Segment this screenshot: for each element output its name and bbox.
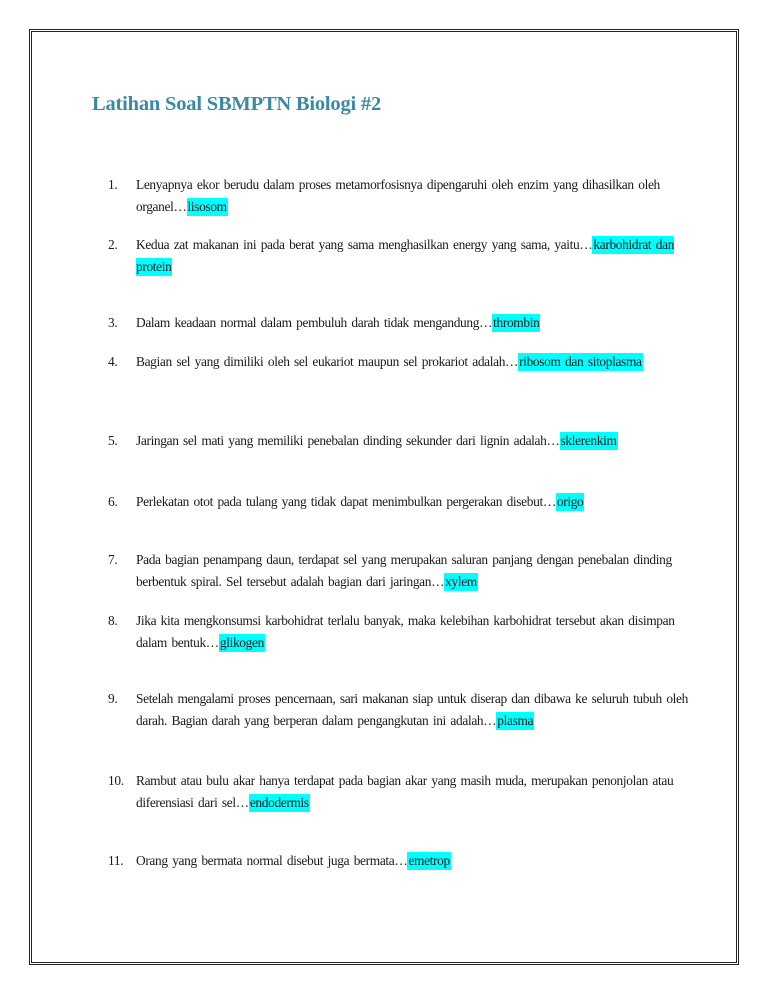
question-text: Perlekatan otot pada tulang yang tidak dapat menimbulkan pergerakan disebut…: [136, 494, 556, 509]
question-text: Setelah mengalami proses pencernaan, sari makanan siap untuk diserap dan dibawa ke seluruh tubuh oleh darah. Bagian darah yang berperan dalam pengangkutan ini adalah…: [136, 691, 688, 728]
answer-highlight: thrombin: [493, 315, 540, 330]
question-text-block: [136, 234, 688, 278]
question-number: 3.: [108, 315, 118, 330]
question-item: [108, 688, 688, 732]
question-item: [108, 770, 688, 814]
question-text-block: [136, 549, 688, 593]
question-text: Rambut atau bulu akar hanya terdapat pada bagian akar yang masih muda, merupakan penonjolan atau diferensiasi dari sel…: [136, 773, 674, 810]
question-text-block: [136, 610, 688, 654]
question-number: 7.: [108, 552, 118, 567]
question-item: [108, 351, 688, 373]
question-text: Bagian sel yang dimiliki oleh sel eukariot maupun sel prokariot adalah…: [136, 354, 519, 369]
question-text: Orang yang bermata normal disebut juga bermata…: [136, 853, 408, 868]
document-title: Latihan Soal SBMPTN Biologi #2: [92, 93, 382, 115]
answer-highlight: karbohidrat dan protein: [136, 237, 675, 274]
question-number: 1.: [108, 177, 118, 192]
question-text: Dalam keadaan normal dalam pembuluh darah tidak mengandung…: [136, 315, 493, 330]
answer-highlight: emetrop: [408, 853, 450, 868]
question-text-block: [136, 312, 688, 334]
question-item: [108, 549, 688, 593]
answer-highlight: origo: [556, 494, 584, 509]
question-text: Lenyapnya ekor berudu dalam proses metamorfosisnya dipengaruhi oleh enzim yang dihasilkan oleh organel…: [136, 177, 660, 214]
answer-highlight: endodermis: [249, 795, 309, 810]
question-number: 10.: [108, 773, 124, 788]
question-text: Jika kita mengkonsumsi karbohidrat terlalu banyak, maka kelebihan karbohidrat tersebut akan disimpan dalam bentuk…: [136, 613, 675, 650]
answer-highlight: lisosom: [187, 199, 227, 214]
question-number: 11.: [108, 853, 124, 868]
question-text: Kedua zat makanan ini pada berat yang sama menghasilkan energy yang sama, yaitu…: [136, 237, 593, 252]
answer-highlight: xylem: [445, 574, 477, 589]
answer-highlight: plasma: [497, 713, 534, 728]
question-number: 4.: [108, 354, 118, 369]
question-item: [108, 174, 688, 218]
answer-highlight: glikogen: [219, 635, 264, 650]
question-item: [108, 430, 688, 452]
question-number: 6.: [108, 494, 118, 509]
question-number: 5.: [108, 433, 118, 448]
question-text: Jaringan sel mati yang memiliki penebalan dinding sekunder dari lignin adalah…: [136, 433, 560, 448]
question-item: [108, 850, 688, 872]
question-text: Pada bagian penampang daun, terdapat sel yang merupakan saluran panjang dengan penebalan dinding berbentuk spiral. Sel tersebut adalah bagian dari jaringan…: [136, 552, 672, 589]
question-number: 2.: [108, 237, 118, 252]
question-text-block: [136, 491, 688, 513]
question-item: [108, 234, 688, 278]
question-text-block: [136, 850, 688, 872]
answer-highlight: sklerenkim: [560, 433, 617, 448]
question-text-block: [136, 351, 688, 373]
question-text-block: [136, 174, 688, 218]
answer-highlight: ribosom dan sitoplasma: [519, 354, 642, 369]
question-number: 9.: [108, 691, 118, 706]
question-text-block: [136, 770, 688, 814]
question-number: 8.: [108, 613, 118, 628]
question-item: [108, 312, 688, 334]
question-item: [108, 610, 688, 654]
question-text-block: [136, 430, 688, 452]
question-item: [108, 491, 688, 513]
question-text-block: [136, 688, 688, 732]
